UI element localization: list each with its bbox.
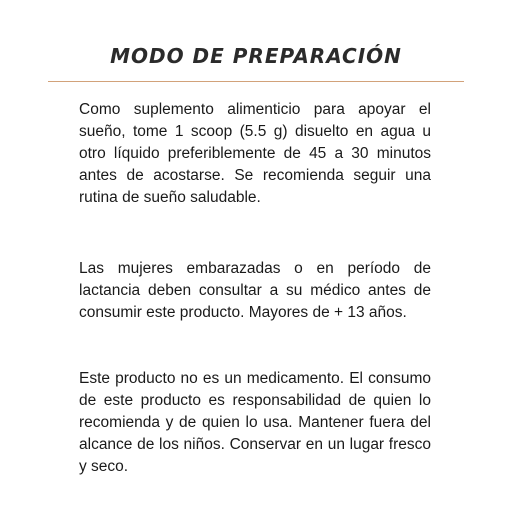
disclaimer-storage: Este producto no es un medicamento. El consumo de este producto es responsabilidad de quien lo recomienda y de quien lo usa. Mantener fuera del alcance de los niños. Conservar en un lugar fresco y seco. xyxy=(79,370,431,475)
title-divider xyxy=(48,81,464,82)
pregnancy-warning: Las mujeres embarazadas o en período de lactancia deben consultar a su médico antes de consumir este producto. Mayores de + 13 años. xyxy=(79,260,431,321)
preparation-instructions: Como suplemento alimenticio para apoyar el sueño, tome 1 scoop (5.5 g) disuelto en agua u otro líquido preferiblemente de 45 a 30 minutos antes de acostarse. Se recomienda seguir una rutina de sueño saludable. xyxy=(79,101,431,206)
section-title: MODO DE PREPARACIÓN xyxy=(110,44,402,68)
